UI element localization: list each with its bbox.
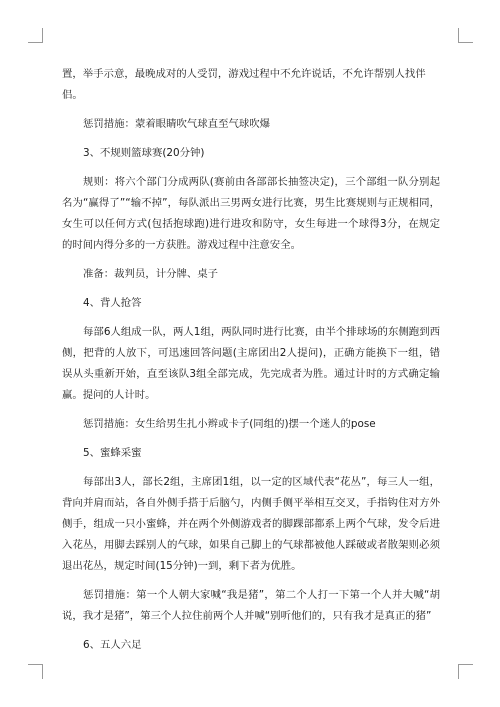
section-heading: 6、五人六足 (83, 639, 142, 651)
paragraph: 置，举手示意，最晚成对的人受罚，游戏过程中不允许说话，不允许帮别人找伴侣。 (62, 68, 426, 101)
paragraph: 准备：裁判员，计分牌、桌子 (83, 268, 219, 280)
crop-mark-bottom-right (458, 664, 473, 679)
section-heading: 5、蜜蜂采蜜 (83, 447, 142, 459)
document-body (62, 64, 440, 664)
section-heading: 3、不规则篮球赛(20分钟) (83, 147, 205, 159)
paragraph: 惩罚措施：第一个人朝大家喊“我是猪”，第二个人打一下第一个人并大喊“胡说，我才是猪”，第三个人拉住前两个人并喊“别听他们的，只有我才是真正的猪” (62, 589, 440, 622)
paragraph: 每部6人组成一队，两人1组，两队同时进行比赛，由半个排球场的东侧跑到西侧，把背的人放下，可迅速回答问题(主席团出2人提问)，正确方能换下一组，错误从头重新开始，直至该队3组全部完成，先完成者为胜。通过计时的方式确定输赢。提问的人计时。 (62, 326, 440, 401)
section-heading: 4、背人抢答 (83, 297, 142, 309)
paragraph: 每部出3人，部长2组，主席团1组，以一定的区域代表“花丛”，每三人一组，背向并肩而站，各自外侧手搭于后脑勺，内侧手侧平举相互交叉，手指钩住对方外侧手，组成一只小蜜蜂，并在两个外侧游戏者的脚踝部都系上两个气球，发令后进入花丛，用脚去踩别人的气球，如果自己脚上的气球都被他人踩破或者散架则必须退出花丛，规定时间(15分钟)一到，剩下者为优胜。 (62, 476, 440, 572)
crop-mark-top-left (28, 28, 43, 43)
paragraph: 惩罚措施：女生给男生扎小辫或卡子(同组的)摆一个迷人的pose (83, 418, 376, 430)
paragraph: 规则：将六个部门分成两队(赛前由各部部长抽签决定)，三个部组一队分别起名为“赢得了”“输不掉”，每队派出三男两女进行比赛，男生比赛规则与正规相同，女生可以任何方式(包括抱球跑)进行进攻和防守，女生每进一个球得3分，在规定的时间内得分多的一方获胜。游戏过程中注意安全。 (62, 176, 440, 251)
crop-mark-top-right (458, 28, 473, 43)
paragraph: 惩罚措施：蒙着眼睛吹气球直至气球吹爆 (83, 118, 271, 130)
crop-mark-bottom-left (28, 664, 43, 679)
